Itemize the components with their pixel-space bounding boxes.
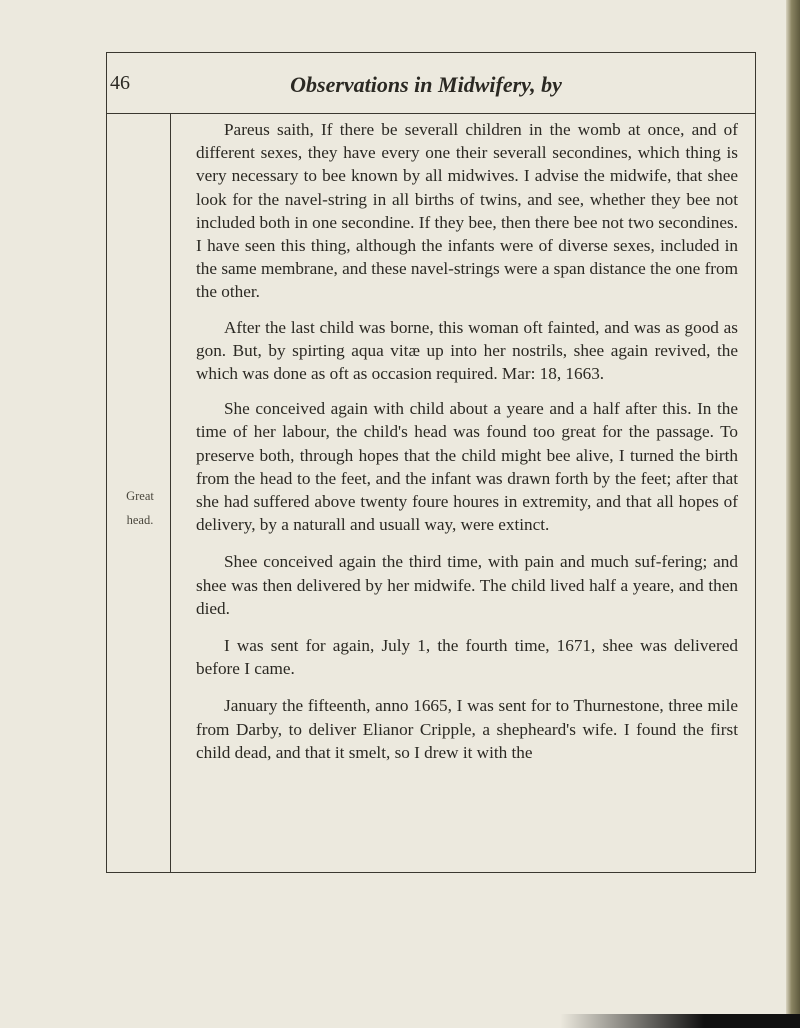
paragraph: After the last child was borne, this woman oft fainted, and was as good as gon. But, by spirting aqua vitæ up into her nostrils, shee again revived, the which was done as oft as occasion required. Mar: 18, 1663. [196, 317, 738, 384]
frame-rule-left [106, 52, 107, 872]
margin-note-line: head. [126, 513, 154, 527]
page-header [96, 70, 756, 110]
frame-rule-top [106, 52, 756, 53]
paragraph: Pareus saith, If there be severall children in the womb at once, and of different sexes, they have every one their severall secondines, which thing is very necessary to bee known by all midwives. I advise the midwife, that shee look for the navel-string in all births of twins, and see, whether they bee not included both in one secondine. If they bee, then there bee not two secondines. I have seen this thing, although the infants were of diverse sexes, included in the same membrane, and these navel-strings were a span distance the one from the other. [196, 120, 738, 302]
paragraph: Shee conceived again the third time, with pain and much suf-fering; and shee was then delivered by her midwife. The child lived half a yeare, and then died. [196, 552, 738, 618]
page-edge [786, 0, 800, 1028]
margin-note [112, 484, 168, 532]
paragraph: January the fifteenth, anno 1665, I was sent for to Thurnestone, three mile from Darby, to deliver Elianor Cripple, a shepheard's wife. I found the first child dead, and that it smelt, so I drew it with the [196, 696, 738, 762]
frame-rule-right [755, 52, 756, 872]
body-text [196, 118, 738, 764]
frame-rule-header [106, 113, 756, 114]
frame-rule-bottom [106, 872, 756, 873]
page-number: 46 [110, 72, 130, 94]
paragraph: I was sent for again, July 1, the fourth time, 1671, shee was delivered before I came. [196, 636, 738, 679]
bottom-shadow [560, 1014, 800, 1028]
margin-note-line: Great [126, 489, 154, 503]
running-title: Observations in Midwifery, by [290, 72, 562, 97]
frame-rule-margin [170, 113, 171, 873]
paragraph: She conceived again with child about a yeare and a half after this. In the time of her labour, the child's head was found too great for the passage. To preserve both, through hopes that the child might bee alive, I turned the birth from the head to the feet, and the infant was drawn forth by the feet; after that she had suffered above twenty foure houres in extremity, and that all hopes of delivery, by a naturall and usuall way, were extinct. [196, 399, 738, 535]
